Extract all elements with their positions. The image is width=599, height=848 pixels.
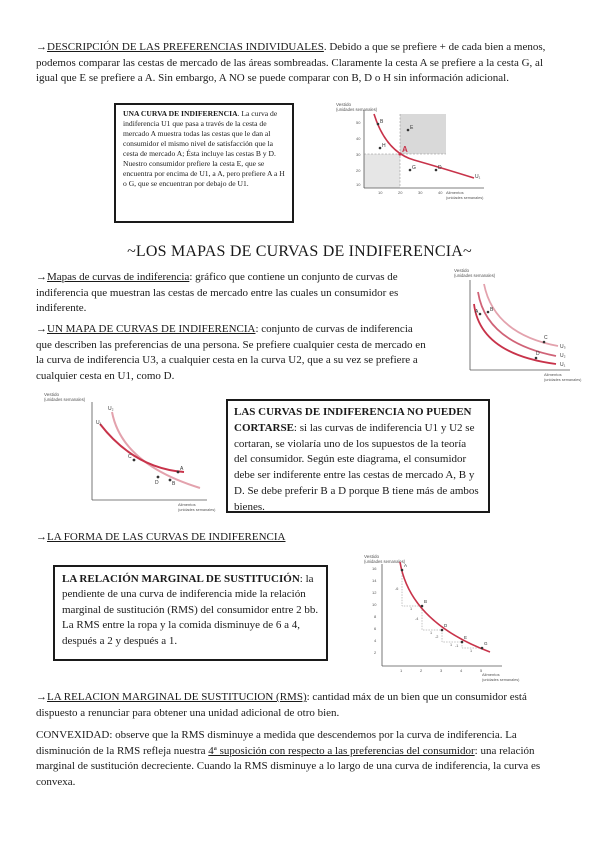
section-title: LA FORMA DE LAS CURVAS DE INDIFERENCIA (47, 531, 286, 543)
arrow: → (36, 271, 47, 283)
arrow: → (36, 691, 47, 703)
x-axis-label: Alimentos (544, 372, 562, 377)
paragraph-text: : gráfico que contiene un conjunto de curvas de indiferencia que muestran las cestas de mercado entre las cuales un consumidor es indiferente. (36, 271, 399, 315)
y-tick: 2 (374, 650, 377, 655)
curve-label: U₃ (560, 344, 566, 350)
y-tick: 20 (356, 168, 361, 173)
curve-label: U₁ (96, 420, 102, 426)
box-title: LA RELACIÓN MARGINAL DE SUSTITUCIÓN (62, 573, 300, 585)
mrs-box (53, 565, 328, 661)
paragraph-text: . Debido a que se prefiere + de cada bien a menos, podemos comparar las cestas de mercado de las áreas sombreadas. Claramente la cesta A se prefiere a la cesta G, al igual que E se prefiere a A. Sin embargo, A NO se puede comparar con B, D o H sin información adicional. (36, 41, 546, 85)
definition-paragraph (36, 270, 416, 317)
paragraph-text: : conjunto de curvas de indiferencia que describen las preferencias de una persona. Se prefiere cualquier cesta de mercado en la curva de indiferencia U3, a cualquier cesta en la curva U2, que a su vez se prefiere a cualquier cesta en U1, como D. (36, 323, 426, 382)
x-tick: 1 (400, 668, 403, 673)
section-heading: ~LOS MAPAS DE CURVAS DE INDIFERENCIA~ (127, 243, 472, 260)
x-tick: 3 (440, 668, 443, 673)
step-label: -2 (435, 635, 439, 639)
arrow: → (36, 531, 47, 543)
y-axis-unit: (unidades semanales) (44, 397, 86, 402)
point-label: E (464, 635, 468, 640)
y-axis-unit: (unidades semanales) (364, 559, 406, 564)
paragraph-text: : una relación marginal de sustitución decreciente. Cuando la RMS disminuye a lo largo de una curva de indiferencia, la curva es convexa. (36, 744, 541, 788)
y-tick: 6 (374, 626, 377, 631)
y-axis-label: Vestido (44, 392, 60, 397)
point-label: D (155, 480, 159, 486)
point-label: D (536, 351, 540, 357)
box-text: : la pendiente de una curva de indiferencia mide la relación marginal de sustitución (RMS) del consumidor entre 2 bb. La RMS entre la ropa y la comida disminuye de 6 a 4, después a 2 y después a 1. (62, 573, 319, 647)
point-label: A (404, 563, 408, 568)
point-label: D (438, 165, 442, 171)
step-label: 1 (450, 643, 453, 647)
curve-label: U₁ (475, 174, 481, 180)
point-label: A (402, 145, 408, 154)
point-label: B (490, 307, 494, 313)
convexity-paragraph (36, 728, 564, 790)
indifference-map-graph (450, 264, 582, 384)
x-tick: 10 (378, 190, 383, 195)
point-label: A (180, 466, 184, 472)
y-tick: 4 (374, 638, 377, 643)
curve-u1 (100, 424, 184, 472)
definition-paragraph (36, 322, 428, 384)
y-tick: 14 (372, 578, 377, 583)
x-axis-unit: (unidades semanales) (544, 378, 582, 382)
point-label: B (380, 119, 384, 125)
y-tick: 10 (372, 602, 377, 607)
arrow: → (36, 41, 47, 53)
y-axis-label: Vestido (336, 102, 352, 107)
point-label: G (484, 641, 488, 646)
point-label: B (424, 599, 428, 604)
step-label: 1 (410, 607, 413, 611)
no-crossing-box (226, 399, 490, 513)
curve-label: U₁ (560, 362, 566, 368)
indifference-curve (400, 562, 490, 652)
x-tick: 30 (418, 190, 423, 195)
point-label: A (475, 309, 479, 315)
y-axis-label: Vestido (454, 268, 470, 273)
x-axis-label: Alimentos (178, 502, 196, 507)
box-text: : si las curvas de indiferencia U1 y U2 se cortaran, se violaría uno de los supuestos de la teoría del consumidor. Según este diagrama, el consumidor debe ser indiferente entre las cestas de mercado A, B y D. Se debe preferir B a D porque B tiene más de ambos bienes. (234, 421, 479, 513)
curve-label: U₂ (560, 353, 566, 359)
curve-label: U₂ (108, 406, 114, 412)
x-tick: 4 (460, 668, 463, 673)
indifference-curve-graph (334, 100, 494, 200)
point-label: B (172, 481, 176, 487)
x-tick: 2 (420, 668, 423, 673)
y-tick: 12 (372, 590, 377, 595)
x-tick: 20 (398, 190, 403, 195)
y-tick: 10 (356, 182, 361, 187)
box-title: UNA CURVA DE INDIFERENCIA (123, 109, 238, 118)
y-axis-unit: (unidades semanales) (454, 273, 496, 278)
x-axis-unit: (unidades semanales) (482, 678, 520, 682)
point-label: H (382, 143, 386, 149)
step-label: -1 (455, 644, 459, 648)
step-label: 1 (430, 631, 433, 635)
paragraph-text: CONVEXIDAD: observe que la RMS disminuye a medida que descendemos por la curva de indiferencia. La disminución de la RMS refleja nuestra (36, 729, 517, 757)
intro-paragraph (36, 40, 556, 87)
box-text: . La curva de indiferencia U1 que pasa a través de la cesta de mercado A muestra todas las cestas que le dan al consumidor el mismo nivel de satisfacción que la cesta de mercado A; Ésta incluye las cestas B y D. Nuestro consumidor prefiere la cesta E, que se encuentra por encima de U1, a A, pero prefiere A a H o G, que se encuentran por debajo de U1. (123, 109, 285, 188)
x-tick: 40 (438, 190, 443, 195)
mrs-graph (362, 552, 520, 682)
point-label: D (444, 623, 448, 628)
section-title: DESCRIPCIÓN DE LAS PREFERENCIAS INDIVIDUALES (47, 41, 324, 53)
y-tick: 16 (372, 566, 377, 571)
y-axis-label: Vestido (364, 554, 380, 559)
section-title: UN MAPA DE CURVAS DE INDIFERENCIA (47, 323, 256, 335)
indifference-curve-box (114, 103, 294, 223)
section-title: LA RELACION MARGINAL DE SUSTITUCION (RMS) (47, 691, 307, 703)
x-axis-label: Alimentos (446, 190, 464, 195)
paragraph-text: : cantidad máx de un bien que un consumidor está dispuesto a renunciar para obtener una unidad adicional de otro bien. (36, 691, 527, 719)
y-tick: 8 (374, 614, 377, 619)
x-axis-unit: (unidades semanales) (178, 508, 216, 512)
y-tick: 40 (356, 136, 361, 141)
point-label: C (544, 335, 548, 341)
crossing-curves-graph (42, 388, 216, 516)
curve-u1 (474, 304, 556, 364)
arrow: → (36, 323, 47, 335)
underlined-text: 4ª suposición con respecto a las preferencias del consumidor (208, 744, 475, 757)
mrs-definition (36, 690, 564, 721)
x-axis-unit: (unidades semanales) (446, 196, 484, 200)
shaded-area-worse (364, 154, 400, 188)
step-label: 1 (470, 649, 473, 653)
point-label: C (128, 454, 132, 460)
step-label: -4 (415, 617, 419, 621)
y-tick: 50 (356, 120, 361, 125)
box-title: LAS CURVAS DE INDIFERENCIA NO PUEDEN CORTARSE (234, 406, 472, 434)
point-label: G (412, 165, 416, 171)
y-tick: 30 (356, 152, 361, 157)
y-axis-unit: (unidades semanales) (336, 107, 378, 112)
point-label: E (410, 125, 414, 131)
step-label: -6 (395, 587, 399, 591)
section-title: Mapas de curvas de indiferencia (47, 271, 190, 283)
x-axis-label: Alimentos (482, 672, 500, 677)
section-line (36, 530, 286, 546)
x-tick: 5 (480, 668, 483, 673)
